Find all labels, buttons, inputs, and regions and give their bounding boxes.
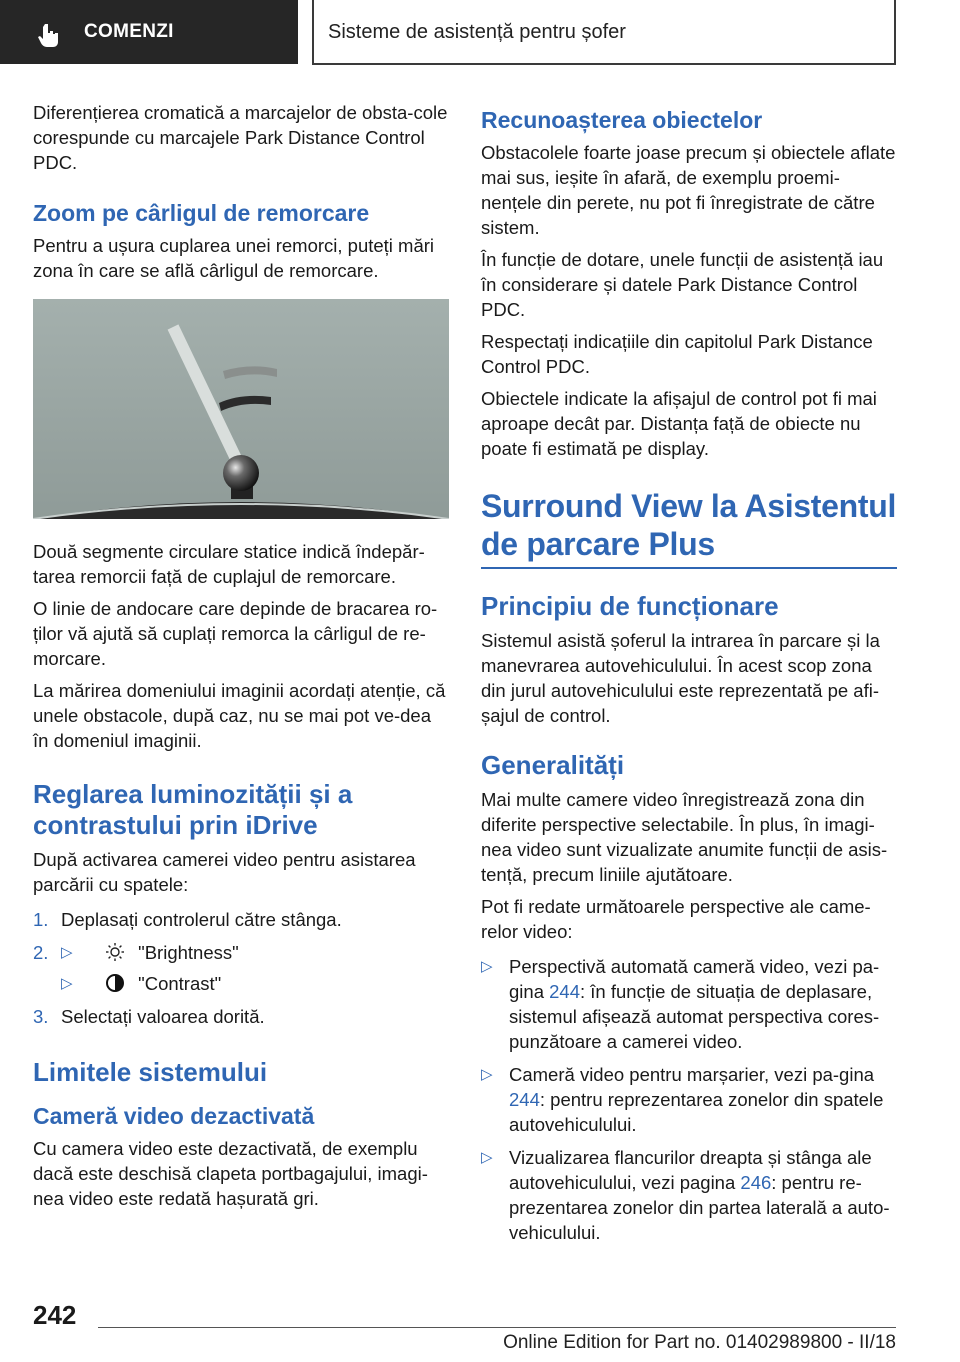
brightness-icon bbox=[105, 942, 125, 962]
brightness-option: ▷ "Brightness" bbox=[61, 942, 239, 963]
trailer-hitch-figure bbox=[33, 299, 449, 519]
step-item: 2. ▷ "Brightness" ▷ "Contrast" bbox=[33, 940, 449, 996]
chapter-header bbox=[312, 0, 896, 65]
general-paragraph: Mai multe camere video înregistrează zona din diferite perspective selectabile. În plus, în imagi-nea video sunt vizualizate anumite funcții de asis-tență, precum liniile ajutătoare. bbox=[481, 789, 888, 885]
brightness-heading: Reglarea luminozității și a contrastului prin iDrive bbox=[33, 779, 353, 840]
list-item: ▷ Vizualizarea flancurilor dreapta și stânga ale autovehiculului, vezi pagina 246: pentru re-prezentarea zonelor din partea laterală a auto-vehiculului. bbox=[481, 1147, 890, 1243]
heading-rule bbox=[481, 567, 897, 569]
camera-off-heading: Cameră video dezactivată bbox=[33, 1103, 315, 1129]
step-item: 1. Deplasați controlerul către stânga. bbox=[33, 909, 342, 930]
recognition-paragraph-4: Obiectele indicate la afișajul de control pot fi mai aproape decât par. Distanța față de obiecte nu poate fi estimată pe display. bbox=[481, 388, 877, 459]
camera-off-paragraph: Cu camera video este dezactivată, de exemplu dacă este deschisă clapeta portbagajului, imagi-nea video este redată hașurată gri. bbox=[33, 1138, 428, 1209]
object-recognition-heading: Recunoașterea obiectelor bbox=[481, 107, 763, 133]
list-item: ▷ Cameră video pentru marșarier, vezi pa-gina 244: pentru reprezentarea zonelor din spatele autovehiculului. bbox=[481, 1064, 884, 1135]
surround-view-heading: Surround View la Asistentul de parcare Plus bbox=[481, 488, 897, 562]
pointing-hand-icon bbox=[36, 22, 62, 48]
contrast-option: ▷ "Contrast" bbox=[61, 973, 222, 994]
edition-text: Online Edition for Part no. 01402989800 - II/18 bbox=[503, 1332, 896, 1353]
zoom-heading: Zoom pe cârligul de remorcare bbox=[33, 200, 370, 226]
perspectives-intro: Pot fi redate următoarele perspective ale came-relor video: bbox=[481, 896, 871, 942]
page-number: 242 bbox=[33, 1300, 77, 1330]
perspectives-list bbox=[481, 954, 897, 1245]
contrast-icon bbox=[105, 973, 125, 993]
triangle-bullet-icon: ▷ bbox=[61, 975, 73, 992]
section-tab bbox=[0, 0, 298, 64]
principle-paragraph: Sistemul asistă șoferul la intrarea în parcare și la manevrarea autovehiculului. În acest scop zona din jurul autovehiculului este reprezentată pe afi-șajul de control. bbox=[481, 630, 880, 726]
steps-list bbox=[33, 907, 449, 1029]
principle-heading: Principiu de funcționare bbox=[481, 591, 779, 621]
left-column bbox=[33, 100, 449, 1218]
triangle-bullet-icon: ▷ bbox=[481, 958, 493, 975]
chapter-title: Sisteme de asistență pentru șofer bbox=[328, 21, 626, 43]
right-column bbox=[481, 100, 897, 1253]
intro-paragraph: Diferențierea cromatică a marcajelor de obsta-cole corespunde cu marcajele Park Distance Control PDC. bbox=[33, 102, 448, 173]
general-heading: Generalități bbox=[481, 750, 625, 780]
zoom-paragraph: Pentru a ușura cuplarea unei remorci, puteți mări zona în care se află cârligul de remorcare. bbox=[33, 235, 435, 281]
hitch-illustration bbox=[33, 299, 449, 519]
recognition-paragraph-3: Respectați indicațiile din capitolul Park Distance Control PDC. bbox=[481, 331, 873, 377]
page-link-244[interactable]: 244 bbox=[549, 981, 580, 1002]
triangle-bullet-icon: ▷ bbox=[481, 1066, 493, 1083]
brightness-intro: După activarea camerei video pentru asistarea parcării cu spatele: bbox=[33, 849, 416, 895]
triangle-bullet-icon: ▷ bbox=[61, 944, 73, 961]
list-item: ▷ Perspectivă automată cameră video, vezi pa-gina 244: în funcție de situația de deplasare, sistemul afișează automat perspectiva cores-punzătoare a camerei video. bbox=[481, 956, 880, 1052]
recognition-paragraph-1: Obstacolele foarte joase precum și obiectele aflate mai sus, ieșite în afară, de exemplu proemi-nențele din perete, nu pot fi înregistrate de către sistem. bbox=[481, 142, 896, 238]
zoom-warning-paragraph: La mărirea domeniului imaginii acordați atenție, că unele obstacole, după caz, nu se mai pot ve-dea în domeniul imaginii. bbox=[33, 680, 446, 751]
docking-line-paragraph: O linie de andocare care depinde de bracarea ro-ților vă ajută să cuplați remorca la cârligul de re-morcare. bbox=[33, 598, 438, 669]
step-item: 3. Selectați valoarea dorită. bbox=[33, 1006, 265, 1027]
limits-heading: Limitele sistemului bbox=[33, 1057, 268, 1087]
page-link-244[interactable]: 244 bbox=[509, 1089, 540, 1110]
segments-paragraph: Două segmente circulare statice indică îndepăr-tarea remorcii față de cuplajul de remorcare. bbox=[33, 541, 425, 587]
section-label: COMENZI bbox=[84, 21, 174, 42]
page-link-246[interactable]: 246 bbox=[740, 1172, 772, 1193]
footer-rule bbox=[98, 1327, 896, 1328]
recognition-paragraph-2: În funcție de dotare, unele funcții de asistență iau în considerare și datele Park Distance Control PDC. bbox=[481, 249, 884, 320]
triangle-bullet-icon: ▷ bbox=[481, 1149, 493, 1166]
